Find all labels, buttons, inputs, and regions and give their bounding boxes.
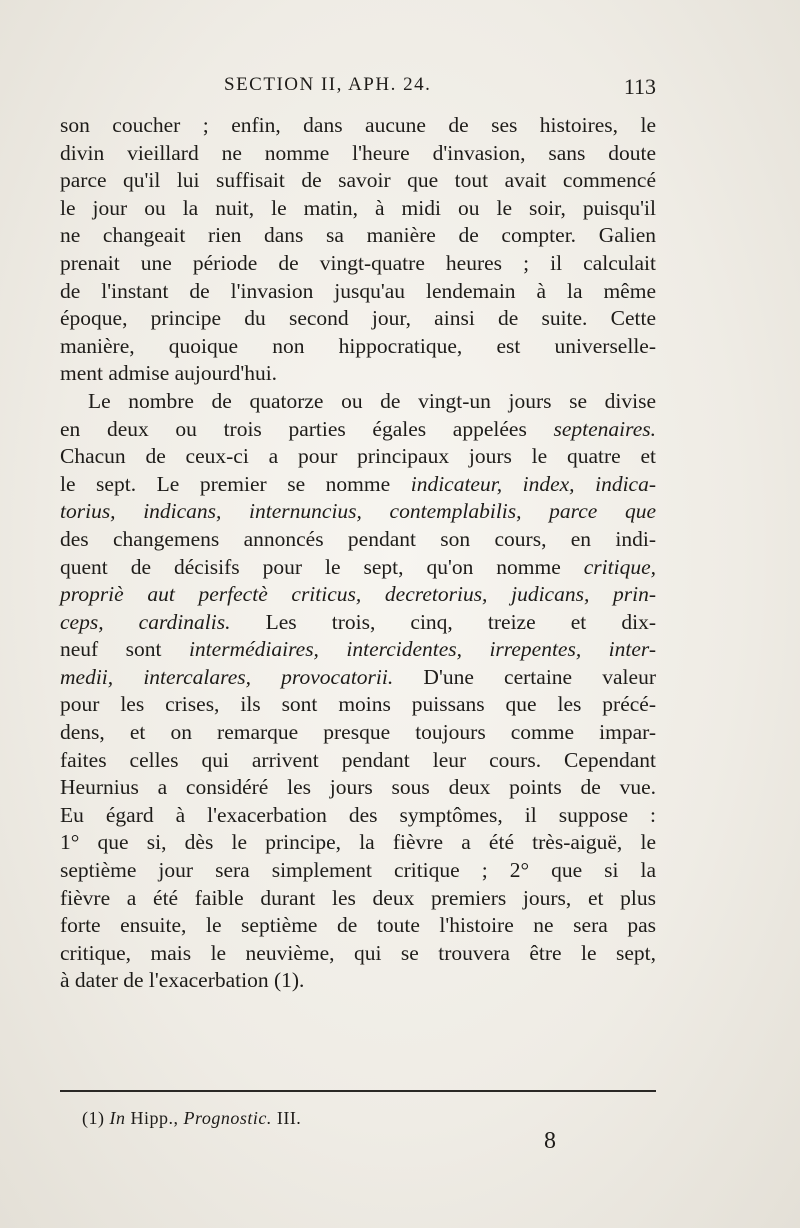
text-line: Le nombre de quatorze ou de vingt-un jours se divise [88, 388, 656, 413]
text-line: torius, indicans, internuncius, contemplabilis, parce que [60, 499, 656, 524]
text-line: Chacun de ceux-ci a pour principaux jours le quatre et [60, 444, 656, 469]
text-line: son coucher ; enfin, dans aucune de ses histoires, le [60, 113, 656, 137]
text-line [60, 471, 656, 499]
text-line: Eu égard à l'exacerbation des symptômes, il suppose : [60, 802, 656, 827]
text-fragment: le sept. Le premier se nomme [60, 471, 411, 496]
italic-term: critique, [583, 554, 656, 579]
text-line [60, 609, 656, 637]
text-line: prenait une période de vingt-quatre heures ; il calculait [60, 250, 656, 275]
signature-mark: 8 [544, 1128, 556, 1154]
italic-term: intermédiaires, intercidentes, irrepentes, inter- [188, 637, 656, 662]
text-fragment: quent de décisifs pour le sept, qu'on nomme [60, 554, 584, 579]
footnote-work: In [109, 1108, 126, 1128]
text-line: propriè aut perfectè criticus, decretorius, judicans, prin- [60, 582, 656, 607]
text-line [60, 636, 656, 664]
running-head: SECTION II, APH. 24. [224, 74, 432, 95]
text-line: dens, et on remarque presque toujours comme impar- [60, 720, 656, 745]
body-text [60, 112, 656, 995]
text-line: faites celles qui arrivent pendant leur cours. Cependant [60, 747, 656, 772]
text-line [60, 664, 656, 692]
text-fragment: en deux ou trois parties égales appelées [60, 416, 554, 441]
footnote-title: Prognostic. [183, 1108, 272, 1128]
text-line [60, 416, 656, 444]
text-line: ne changeait rien dans sa manière de compter. Galien [60, 223, 656, 248]
text-line: le jour ou la nuit, le matin, à midi ou le soir, puisqu'il [60, 195, 656, 220]
text-line: des changemens annoncés pendant son cours, en indi- [60, 526, 656, 551]
text-line: septième jour sera simplement critique ; 2° que si la [60, 858, 656, 883]
text-line: époque, principe du second jour, ainsi de suite. Cette [60, 306, 656, 331]
text-line: parce qu'il lui suffisait de savoir que tout avait commencé [60, 168, 656, 193]
text-fragment: neuf sont [60, 637, 189, 662]
footnote-marker: (1) [82, 1108, 110, 1128]
text-line [60, 554, 656, 582]
footnote-book: III. [271, 1108, 302, 1128]
text-line: fièvre a été faible durant les deux premiers jours, et plus [60, 885, 656, 910]
text-line: 1° que si, dès le principe, la fièvre a été très-aiguë, le [60, 830, 656, 855]
text-fragment: D'une certaine valeur [393, 664, 656, 689]
text-line: divin vieillard ne nomme l'heure d'invasion, sans doute [60, 140, 656, 165]
italic-term: medii, intercalares, provocatorii. [60, 664, 394, 689]
text-line: manière, quoique non hippocratique, est universelle- [60, 333, 656, 358]
text-line: critique, mais le neuvième, qui se trouvera être le sept, [60, 940, 656, 965]
italic-term: ceps, cardinalis. [60, 609, 231, 634]
text-fragment: Les trois, cinq, treize et dix- [230, 609, 657, 634]
footnote [82, 1108, 301, 1129]
footnote-text: Hipp., [125, 1108, 184, 1128]
text-line: Heurnius a considéré les jours sous deux points de vue. [60, 775, 656, 800]
text-line: forte ensuite, le septième de toute l'histoire ne sera pas [60, 913, 656, 938]
footnote-rule [60, 1090, 656, 1092]
text-line: à dater de l'exacerbation (1). [60, 968, 305, 993]
text-line: ment admise aujourd'hui. [60, 361, 278, 386]
text-line: de l'instant de l'invasion jusqu'au lendemain à la même [60, 278, 656, 303]
page-header [60, 74, 656, 104]
page-number: 113 [623, 74, 656, 99]
italic-term: septenaires. [553, 416, 656, 441]
italic-term: indicateur, index, indica- [410, 471, 657, 496]
text-line: pour les crises, ils sont moins puissans que les précé- [60, 692, 656, 717]
